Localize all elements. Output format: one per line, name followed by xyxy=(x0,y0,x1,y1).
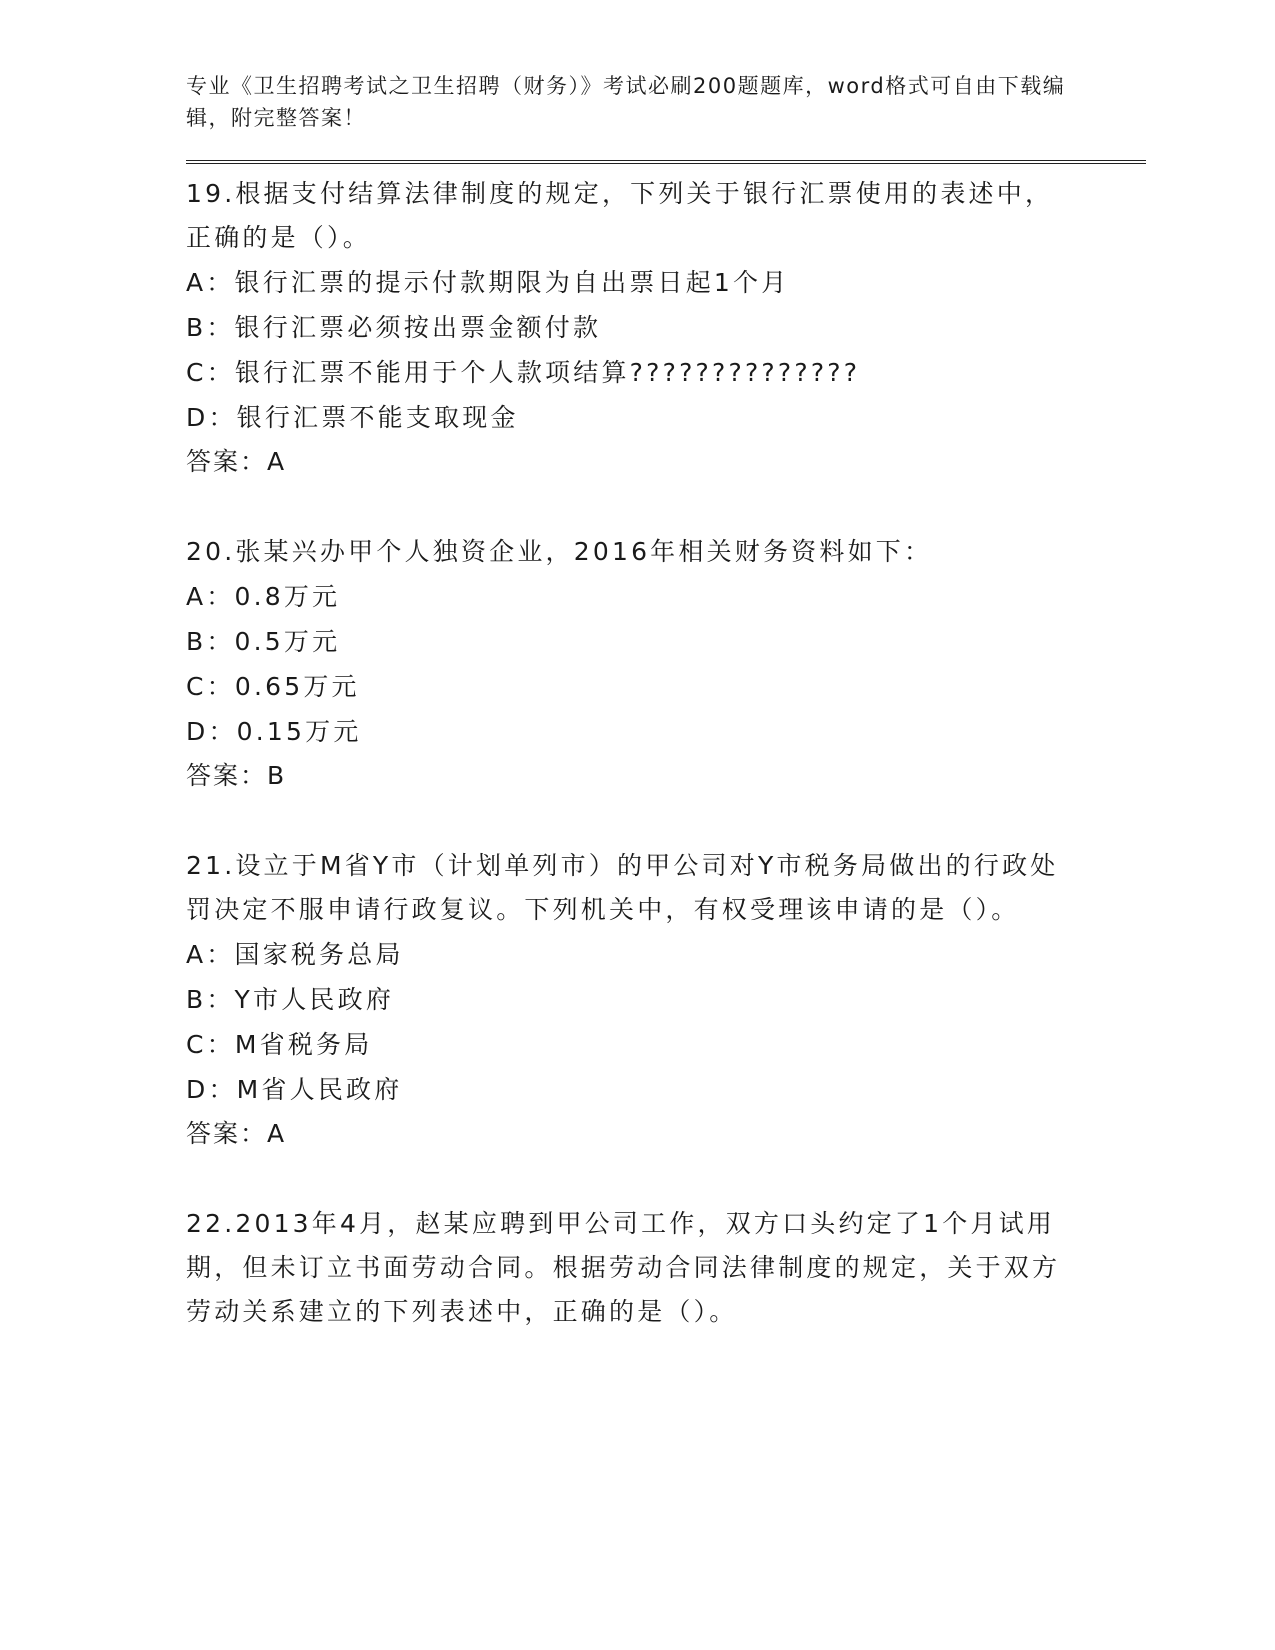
option-c: C：银行汇票不能用于个人款项结算?????????????? xyxy=(186,358,861,387)
option-a: A：国家税务总局 xyxy=(186,940,404,969)
question-stem: 20.张某兴办甲个人独资企业，2016年相关财务资料如下： xyxy=(186,537,933,566)
question-stem: 21.设立于M省Y市（计划单列市）的甲公司对Y市税务局做出的行政处罚决定不服申请行政复议。下列机关中，有权受理该申请的是（）。 xyxy=(186,851,1059,924)
header-rule xyxy=(186,160,1146,164)
option-d: D：M省人民政府 xyxy=(186,1075,403,1104)
question-list xyxy=(186,172,1146,1334)
option-b: B：银行汇票必须按出票金额付款 xyxy=(186,313,602,342)
question-stem: 19.根据支付结算法律制度的规定，下列关于银行汇票使用的表述中，正确的是（）。 xyxy=(186,179,1054,252)
option-d: D：0.15万元 xyxy=(186,717,362,746)
answer: 答案：A xyxy=(186,447,287,476)
question-19 xyxy=(186,172,1146,484)
answer: 答案：B xyxy=(186,761,287,790)
document-header: 专业《卫生招聘考试之卫生招聘（财务）》考试必刷200题题库，word格式可自由下载编辑，附完整答案！ xyxy=(186,74,1066,130)
option-c: C：0.65万元 xyxy=(186,672,360,701)
question-21 xyxy=(186,844,1146,1156)
question-stem: 22.2013年4月，赵某应聘到甲公司工作，双方口头约定了1个月试用期，但未订立书面劳动合同。根据劳动合同法律制度的规定，关于双方劳动关系建立的下列表述中，正确的是（）。 xyxy=(186,1209,1061,1326)
question-22 xyxy=(186,1202,1146,1334)
option-b: B：0.5万元 xyxy=(186,627,341,656)
document-page xyxy=(186,70,1146,1380)
option-d: D：银行汇票不能支取现金 xyxy=(186,403,519,432)
question-20 xyxy=(186,530,1146,798)
answer: 答案：A xyxy=(186,1119,287,1148)
option-a: A：银行汇票的提示付款期限为自出票日起1个月 xyxy=(186,268,790,297)
option-a: A：0.8万元 xyxy=(186,582,341,611)
option-b: B：Y市人民政府 xyxy=(186,985,395,1014)
option-c: C：M省税务局 xyxy=(186,1030,373,1059)
